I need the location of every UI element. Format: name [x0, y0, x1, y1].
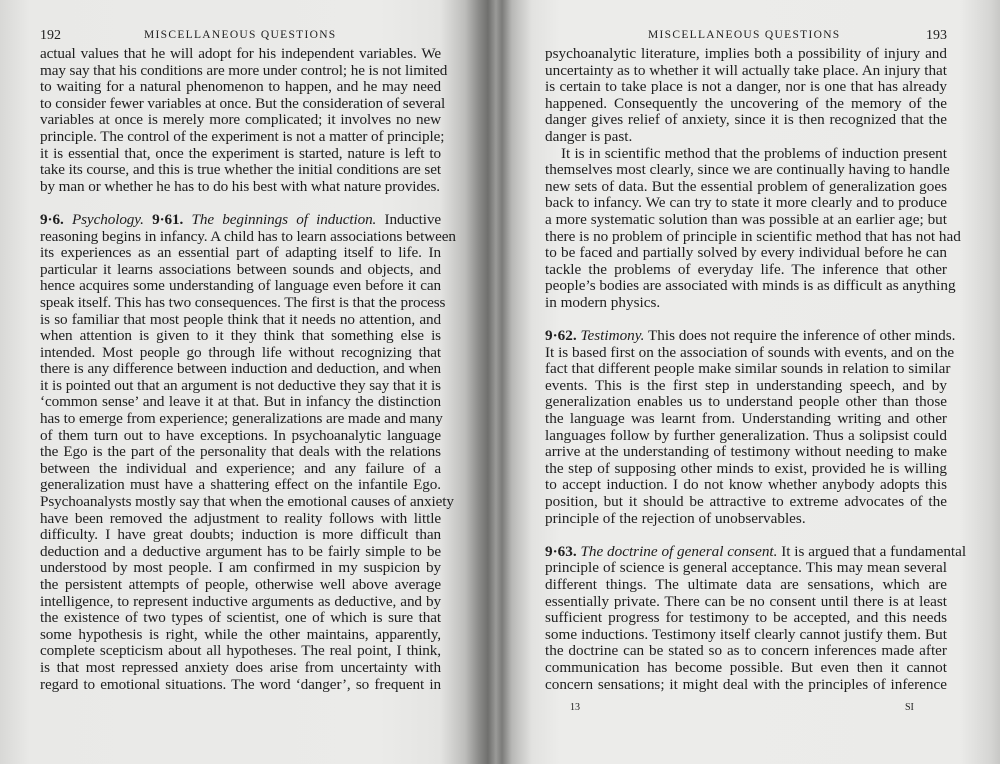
text-line: hence acquires some understanding of language even before it can [40, 277, 441, 295]
text-line: It is based first on the association of sounds with events, and on the [545, 343, 955, 361]
left-page-body [40, 45, 456, 693]
paragraph-text: This does not require the inference of other minds. [647, 327, 956, 345]
running-head-title-right: MISCELLANEOUS QUESTIONS [648, 29, 841, 41]
text-line: principle. The control of the experiment is not a matter of principle; [40, 127, 445, 145]
text-line: understood by most people. I am confirmed in my suspicion by [40, 559, 441, 577]
text-line: languages follow by further generalization. Thus a solipsist could [545, 426, 947, 444]
text-line: people’s bodies are associated with minds is as difficult as anything [545, 277, 956, 295]
section-heading-9-63 [545, 542, 967, 561]
section-title: Testimony. [580, 327, 645, 345]
text-line: take its course, and this is true whether the initial conditions are set [40, 161, 441, 179]
text-line: particular it learns associations between sounds and objects, and [40, 260, 441, 278]
page-number-left: 192 [40, 28, 61, 43]
paragraph-scientific-method [545, 144, 961, 312]
text-line: difficulty. I have great doubts; induction is more difficult than [40, 526, 441, 544]
text-line: generalization must have a shattering effect on the infantile Ego. [40, 476, 441, 494]
paragraph-gap [40, 195, 441, 212]
text-line: It is in scientific method that the problems of induction present [561, 144, 947, 162]
text-line: generalization enables us to understand people other than those [545, 393, 947, 411]
section-number: 9·6. [40, 210, 64, 228]
text-line: in modern physics. [545, 293, 661, 311]
right-running-head [545, 28, 947, 44]
text-line: some hypothesis is right, while the other maintains, apparently, [40, 625, 441, 643]
text-line: sufficient progress for testimony to be accepted, and this needs [545, 609, 947, 627]
text-line: by man or whether he has to do his best with what nature provides. [40, 177, 440, 195]
subsection-title: The beginnings of induction. [191, 210, 377, 228]
text-line: reasoning begins in infancy. A child has to learn associations between [40, 227, 456, 245]
paragraph-text: Inductive [384, 210, 442, 228]
text-line: danger gives relief of anxiety, since it is then recognized that the [545, 111, 947, 129]
signature-mark-left: 13 [570, 702, 580, 713]
text-line: principle of the rejection of unobservables. [545, 509, 806, 527]
text-line: may say that his conditions are more under control; he is not limited [40, 61, 448, 79]
text-line: new sets of data. But the essential problem of generalization goes [545, 177, 947, 195]
right-page-body [545, 45, 967, 693]
text-line: different things. The ultimate data are sensations, which are [545, 576, 947, 593]
section-number: 9·62. [545, 327, 577, 345]
paragraph-danger [545, 46, 947, 146]
text-line: when attention is given to it they think that something else is [40, 327, 441, 345]
text-line: themselves most clearly, since we are continually having to handle [545, 161, 950, 179]
text-line: to be faced and partially solved by every individual before he can [545, 244, 947, 262]
section-heading-9-6 [40, 212, 441, 229]
signature-mark-right: SI [905, 702, 914, 713]
text-line: actual values that he will adopt for his independent variables. We [40, 45, 441, 62]
text-line: communication has become possible. But even then it cannot [545, 658, 947, 676]
text-line: have been removed the adjustment to reality follows with little [40, 509, 441, 527]
section-number: 9·63. [545, 542, 577, 560]
text-line: to accept induction. I do not know whether anybody adopts this [545, 476, 947, 494]
text-line: its experiences as an essential part of adapting itself to life. In [40, 244, 441, 262]
text-line: essentially private. There can be no consent until there is at least [545, 592, 947, 610]
text-line: a more systematic solution than was possible at an earlier age; but [545, 210, 947, 228]
paragraph-testimony [545, 343, 955, 528]
text-line: to consider fewer variables at once. But the consideration of several [40, 94, 446, 112]
text-line: fact that different people make similar sounds in relation to similar [545, 360, 951, 378]
text-line: there is any difference between induction and deduction, and when [40, 360, 441, 378]
text-line: the persistent attempts of people, otherwise well above average [40, 576, 441, 593]
text-line: speak itself. This has two consequences. The first is that the process [40, 293, 446, 311]
paragraph-induction [40, 227, 456, 694]
text-line: intended. Most people go through life without recognizing that [40, 343, 441, 361]
text-line: deduction and a deductive argument has to be fairly simple to be [40, 542, 441, 560]
paragraph-general-consent [545, 560, 947, 693]
text-line: events. This is the first step in understanding speech, and by [545, 376, 947, 394]
text-line: has to emerge from experience; generalizations are made and many [40, 410, 443, 428]
text-line: between the individual and experience; and any failure of a [40, 459, 441, 477]
text-line: uncertainty as to whether it will actually take place. An injury that [545, 61, 947, 79]
text-line: some inductions. Testimony itself clearly cannot justify them. But [545, 625, 947, 643]
text-line: variables at once is merely more complicated; it involves no new [40, 111, 441, 129]
subsection-number: 9·61. [152, 210, 184, 228]
text-line: the doctrine can be stated so as to concern inferences made after [545, 642, 947, 660]
text-line: is that most repressed anxiety does arise from uncertainty with [40, 658, 441, 676]
section-title: The doctrine of general consent. [580, 542, 778, 560]
text-line: principle of science is general acceptance. This may mean several [545, 559, 947, 577]
paragraph-continued [40, 45, 448, 195]
text-line: the language was learnt from. Understanding writing and other [545, 410, 947, 428]
text-line: there is no problem of principle in scientific method that has not had [545, 227, 961, 245]
text-line: arrive at the understanding of testimony without needing to make [545, 443, 947, 461]
text-line: concern sensations; it might deal with the principles of inference [545, 675, 947, 693]
paragraph-gap [545, 527, 947, 544]
text-line: the step of supposing other minds to exist, provided he is willing [545, 459, 947, 477]
text-line: back to infancy. We can try to state it more clearly and to produce [545, 194, 947, 212]
text-line: the Ego is the part of the personality that deals with the relations [40, 443, 441, 461]
text-line: it is pointed out that an argument is not deductive they say that it is [40, 376, 441, 394]
text-line: Psychoanalysts mostly say that when the emotional causes of anxiety [40, 493, 454, 511]
section-title: Psychology. [71, 210, 144, 228]
left-running-head [40, 28, 441, 44]
text-line: position, but it should be attractive to extreme advocates of the [545, 493, 947, 511]
running-head-title-left: MISCELLANEOUS QUESTIONS [144, 29, 337, 41]
text-line: complete scepticism about all hypotheses. The real point, I think, [40, 642, 441, 660]
text-line: intelligence, to represent inductive arguments as deductive, and by [40, 592, 441, 610]
text-line: danger is past. [545, 127, 633, 145]
page-number-right: 193 [926, 28, 947, 43]
text-line: regard to emotional situations. The word ‘danger’, so frequent in [40, 675, 441, 693]
text-line: tackle the problems of everyday life. The inference that other [545, 260, 947, 278]
paragraph-text: It is argued that a fundamental [781, 542, 967, 560]
text-line: to waiting for a natural phenomenon to happen, and he may need [40, 78, 441, 96]
paragraph-gap [545, 312, 947, 329]
text-line: ‘common sense’ and leave it at that. But in infancy the distinction [40, 393, 441, 411]
text-line: happened. Consequently the uncovering of the memory of the [545, 94, 947, 112]
text-line: the existence of two types of scientist, one of which is sure that [40, 609, 441, 627]
text-line: it is essential that, once the experiment is started, nature is left to [40, 144, 441, 162]
section-heading-9-62 [545, 327, 956, 345]
text-line: is certain to take place is not a danger, nor is one that has already [545, 78, 947, 96]
text-line: psychoanalytic literature, implies both a possibility of injury and [545, 45, 947, 62]
text-line: of them turn out to have exceptions. In psychoanalytic language [40, 426, 441, 444]
text-line: is so familiar that most people think that it needs no attention, and [40, 310, 441, 328]
